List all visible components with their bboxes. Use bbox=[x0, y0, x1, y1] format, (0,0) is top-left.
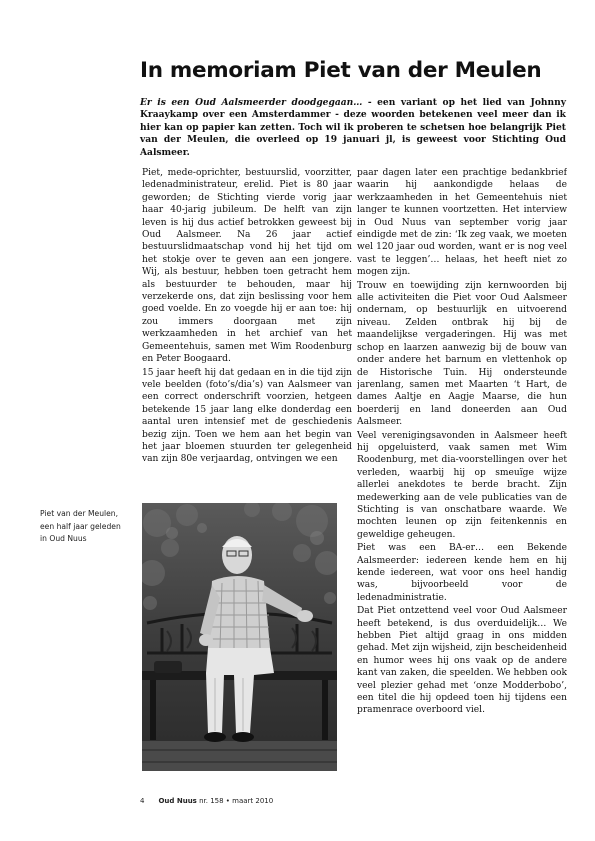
article-title: In memoriam Piet van der Meulen bbox=[140, 58, 542, 83]
intro-lead: Er is een Oud Aalsmeerder doodgegaan… bbox=[140, 97, 363, 108]
paragraph: Trouw en toewijding zijn kernwoorden bij alle activiteiten die Piet voor Oud Aalsmeer ondernam, op bestuurlijk en uitvoerend niveau. Zelden ontbrak hij bij de maandelijkse vergaderingen. Hij was met schop en laarzen aanwezig bij de bouw van onder andere het barnum en vlettenhok op de Historische Tuin. Hij ondersteunde jarenlang, samen met Maarten ‘t Hart, de dames Aaltje en Aagje Maarse, die hun boerderij en land doneerden aan Oud Aalsmeer. bbox=[357, 280, 567, 428]
paragraph: Piet was een BA-er… een Bekende Aalsmeerder: iedereen kende hem en hij kende iedereen, wat voor ons heel handig was, bijvoorbeeld voor de ledenadministratie. bbox=[357, 543, 567, 603]
portrait-photo-icon bbox=[142, 503, 337, 771]
magazine-name: Oud Nuus bbox=[158, 797, 197, 805]
right-column bbox=[357, 167, 567, 779]
page-number: 4 bbox=[140, 797, 145, 805]
photo-caption bbox=[40, 508, 135, 546]
paragraph: Dat Piet ontzettend veel voor Oud Aalsmeer heeft betekend, is dus overduidelijk… We hebben Piet altijd graag in ons midden gehad. Met zijn wijsheid, zijn bescheidenheid en humor wees hij ons vaak op de andere kant van zaken, die speelden. We hebben ook veel plezier gehad met ‘onze Modderbobo’, een titel die hij opdeed toen hij tijdens een pramenrace overboord viel. bbox=[357, 606, 567, 716]
paragraph: Piet, mede-oprichter, bestuurslid, voorzitter, ledenadministrateur, erelid. Piet is 80 jaar geworden; de Stichting vierde vorig jaar haar 40-jarig jubileum. De helft van zijn leven is hij dus actief betrokken geweest bij Oud Aalsmeer. Na 26 jaar actief bestuurslidmaatschap vond hij het tijd om het stokje over te geven aan een jongere. Wij, als bestuur, hebben toen getracht hem als bestuurder te behouden, maar hij verzekerde ons, dat zijn beslissing voor hem goed voelde. En zo voegde hij er aan toe: hij zou immers doorgaan met zijn werkzaamheden in het archief van het Gemeentehuis, samen met Wim Roodenburg en Peter Boogaard. bbox=[142, 168, 352, 365]
paragraph: 15 jaar heeft hij dat gedaan en in die tijd zijn vele beelden (foto’s/dia’s) van Aalsmeer van een correct onderschrift voorzien, hetgeen betekende 15 jaar lang elke donderdag een aantal uren intensief met de geschiedenis bezig zijn. Toen we hem aan het begin van het jaar bloemen stuurden ter gelegenheid van zijn 80e verjaardag, ontvingen we een bbox=[142, 367, 352, 465]
paragraph: Veel verenigingsavonden in Aalsmeer heeft hij opgeluisterd, vaak samen met Wim Roodenburg, met dia-voorstellingen over het verleden, waarbij hij op smeuïge wijze allerlei anekdotes te berde bracht. Zijn medewerking aan de vele publicaties van de Stichting is van onschatbare waarde. We mochten leunen op zijn feitenkennis en geweldige geheugen. bbox=[357, 430, 567, 540]
intro-rest: - een variant op het lied van Johnny Kraaykamp over een Amsterdammer - deze woorden betekenen veel meer dan ik hier kan op papier kan zetten. Toch wil ik proberen te schetsen hoe belangrijk Piet van der Meulen, die overleed op 19 januari jl, is geweest voor Stichting Oud Aalsmeer. bbox=[140, 97, 566, 158]
caption-line: in Oud Nuus bbox=[40, 534, 87, 544]
article-intro bbox=[140, 97, 566, 159]
page-footer bbox=[140, 797, 273, 805]
caption-line: Piet van der Meulen, bbox=[40, 509, 119, 518]
issue-info: nr. 158 • maart 2010 bbox=[196, 797, 274, 805]
left-column bbox=[142, 167, 352, 507]
caption-line: een half jaar geleden bbox=[40, 521, 121, 531]
portrait-photo bbox=[142, 503, 337, 771]
paragraph: paar dagen later een prachtige bedankbrief waarin hij aankondigde helaas de werkzaamheden in het Gemeentehuis niet langer te kunnen voortzetten. Het interview in Oud Nuus van september vorig jaar eindigde met de zin: ‘Ik zeg vaak, we moeten wel 120 jaar oud worden, want er is nog veel vast te leggen’… helaas, het heeft niet zo mogen zijn. bbox=[357, 168, 567, 278]
